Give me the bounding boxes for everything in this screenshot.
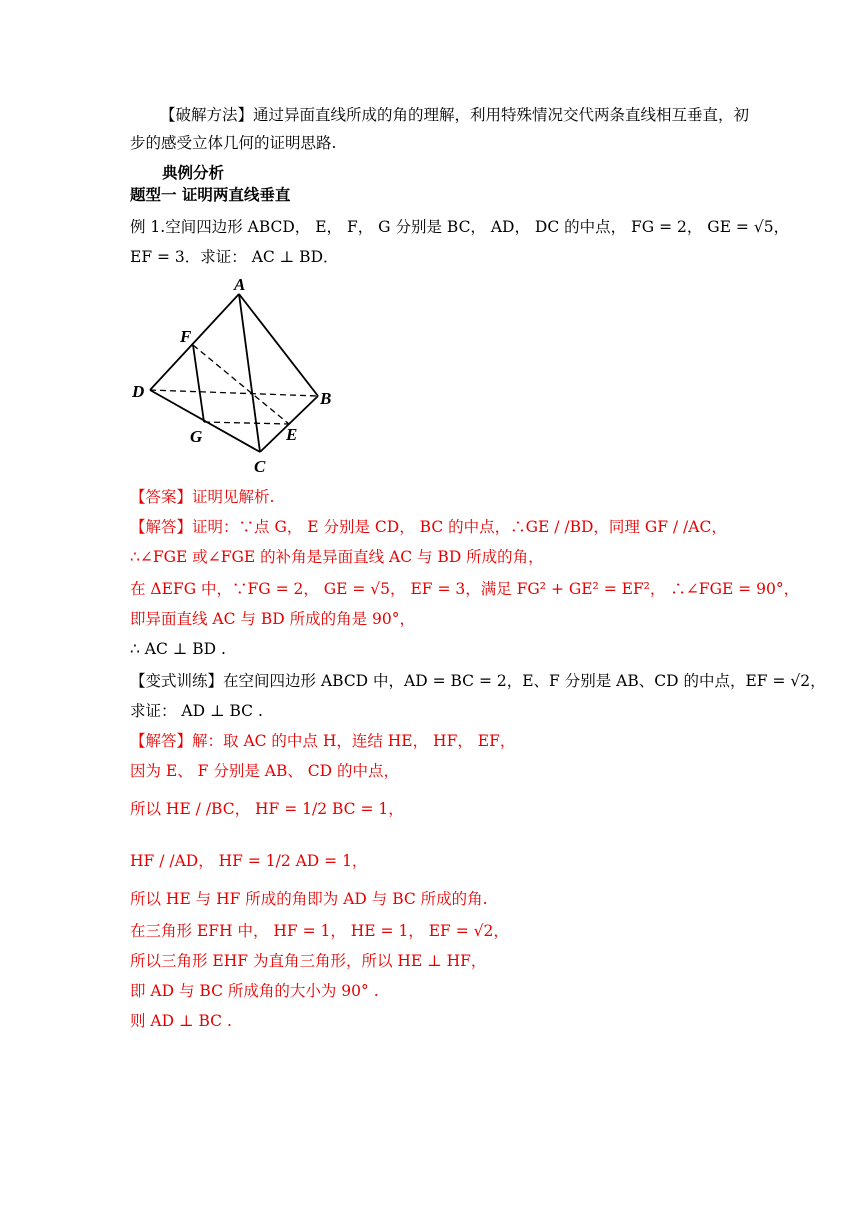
solution1-line-3: 在 ΔEFG 中，∵FG = 2， GE = √5， EF = 3，满足 FG² + GE² = EF²， ∴∠FGE = 90°， — [130, 580, 800, 598]
solution2-text-1: 解：取 AC 的中点 H，连结 HE， HF， EF， — [192, 732, 516, 750]
segment-FG — [193, 345, 204, 422]
solution1-line-2: ∴∠FGE 或∠FGE 的补角是异面直线 AC 与 BD 所成的角， — [130, 548, 544, 566]
solution2-line-6: 在三角形 EFH 中， HF = 1， HE = 1， EF = √2， — [130, 922, 509, 940]
solution2-line-3: 所以 HE / /BC， HF = 1/2 BC = 1， — [130, 800, 404, 818]
solution1-label: 【解答】 — [130, 518, 193, 536]
edge-AD — [150, 294, 239, 390]
label-G: G — [190, 427, 203, 446]
solution2-line-2: 因为 E、 F 分别是 AB、 CD 的中点， — [130, 762, 400, 780]
label-A: A — [234, 275, 246, 294]
solution2-line-9: 则 AD ⊥ BC . — [130, 1012, 232, 1030]
answer-text: 证明见解析. — [192, 488, 275, 506]
solution2-label: 【解答】 — [130, 732, 193, 750]
segment-FE-dashed — [193, 345, 289, 424]
variant-line-1 — [130, 670, 826, 692]
label-E: E — [286, 425, 298, 444]
edge-DC — [150, 390, 260, 452]
solution2-line-5: 所以 HE 与 HF 所成的角即为 AD 与 BC 所成的角. — [130, 890, 488, 908]
problem-type-heading: 题型一 证明两直线垂直 — [130, 186, 291, 204]
solution1-line-5: ∴ AC ⊥ BD . — [130, 640, 226, 658]
solution2-line-4: HF / /AD， HF = 1/2 AD = 1， — [130, 852, 368, 870]
solution1-line-4: 即异面直线 AC 与 BD 所成的角是 90°， — [130, 610, 415, 628]
variant-text-1: 在空间四边形 ABCD 中，AD = BC = 2，E、F 分别是 AB、CD 的中点，EF = √2， — [223, 672, 826, 690]
solution2-line-1 — [130, 730, 515, 752]
edge-DB-dashed — [150, 390, 318, 396]
solution1-line-1 — [130, 516, 727, 538]
label-C: C — [254, 457, 266, 476]
method-line-1 — [160, 104, 749, 126]
example1-line-1: 例 1.空间四边形 ABCD， E， F， G 分别是 BC， AD， DC 的中点， FG = 2， GE = √5， — [130, 218, 790, 236]
variant-line-2: 求证： AD ⊥ BC . — [130, 702, 263, 720]
segment-GE-dashed — [204, 422, 289, 424]
solution2-line-8: 即 AD 与 BC 所成角的大小为 90° . — [130, 982, 379, 1000]
method-line-2: 步的感受立体几何的证明思路. — [130, 134, 337, 152]
label-B: B — [320, 389, 332, 408]
method-text-1: 通过异面直线所成的角的理解，利用特殊情况交代两条直线相互垂直，初 — [253, 106, 750, 124]
tetrahedron-figure — [128, 272, 348, 482]
example1-line-2: EF = 3．求证： AC ⊥ BD． — [130, 248, 339, 266]
solution2-line-7: 所以三角形 EHF 为直角三角形，所以 HE ⊥ HF， — [130, 952, 487, 970]
solution1-text-1: 证明：∵点 G， E 分别是 CD， BC 的中点，∴GE / /BD，同理 GF / /AC， — [192, 518, 727, 536]
method-label: 【破解方法】 — [160, 106, 254, 124]
label-D: D — [132, 382, 145, 401]
answer-line — [130, 486, 274, 508]
label-F: F — [180, 327, 192, 346]
answer-label: 【答案】 — [130, 488, 193, 506]
section-heading: 典例分析 — [162, 164, 225, 182]
variant-label: 【变式训练】 — [130, 672, 224, 690]
